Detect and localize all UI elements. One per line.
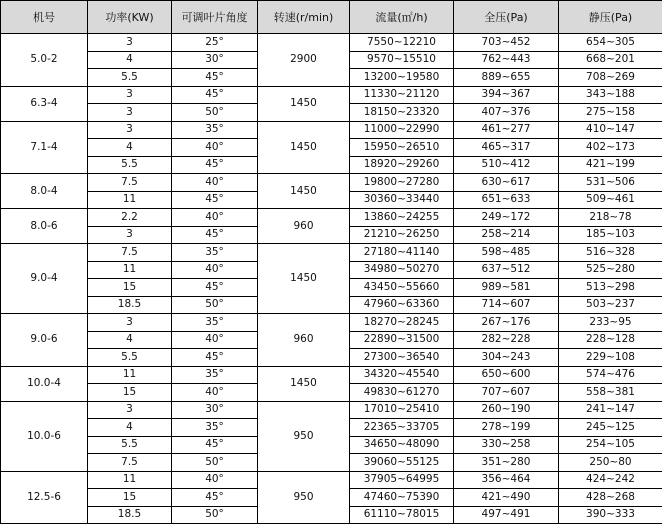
angle-cell: 25°: [172, 34, 258, 52]
power-cell: 7.5: [88, 244, 172, 262]
power-cell: 3: [88, 86, 172, 104]
power-cell: 4: [88, 419, 172, 437]
angle-cell: 35°: [172, 314, 258, 332]
static-pressure-cell: 390~333: [559, 506, 662, 524]
power-cell: 11: [88, 366, 172, 384]
total-pressure-cell: 249~172: [454, 209, 559, 227]
static-pressure-cell: 708~269: [559, 69, 662, 87]
total-pressure-cell: 258~214: [454, 226, 559, 244]
flow-cell: 21210~26250: [350, 226, 454, 244]
flow-cell: 11000~22990: [350, 121, 454, 139]
header-power: 功率(KW): [88, 1, 172, 34]
static-pressure-cell: 503~237: [559, 296, 662, 314]
total-pressure-cell: 637~512: [454, 261, 559, 279]
flow-cell: 7550~12210: [350, 34, 454, 52]
angle-cell: 45°: [172, 279, 258, 297]
static-pressure-cell: 424~242: [559, 471, 662, 489]
flow-cell: 37905~64995: [350, 471, 454, 489]
table-row: [1, 209, 662, 227]
speed-cell: 1450: [258, 86, 350, 121]
model-cell: 6.3-4: [1, 86, 88, 121]
flow-cell: 11330~21120: [350, 86, 454, 104]
speed-cell: 2900: [258, 34, 350, 87]
static-pressure-cell: 241~147: [559, 401, 662, 419]
angle-cell: 40°: [172, 384, 258, 402]
angle-cell: 50°: [172, 104, 258, 122]
model-cell: 7.1-4: [1, 121, 88, 174]
total-pressure-cell: 465~317: [454, 139, 559, 157]
flow-cell: 47460~75390: [350, 489, 454, 507]
total-pressure-cell: 510~412: [454, 156, 559, 174]
flow-cell: 13200~19580: [350, 69, 454, 87]
static-pressure-cell: 245~125: [559, 419, 662, 437]
header-total-pressure: 全压(Pa): [454, 1, 559, 34]
angle-cell: 45°: [172, 436, 258, 454]
flow-cell: 22890~31500: [350, 331, 454, 349]
model-cell: 8.0-4: [1, 174, 88, 209]
angle-cell: 45°: [172, 489, 258, 507]
total-pressure-cell: 421~490: [454, 489, 559, 507]
speed-cell: 960: [258, 314, 350, 367]
flow-cell: 15950~26510: [350, 139, 454, 157]
speed-cell: 960: [258, 209, 350, 244]
static-pressure-cell: 218~78: [559, 209, 662, 227]
flow-cell: 18270~28245: [350, 314, 454, 332]
static-pressure-cell: 428~268: [559, 489, 662, 507]
angle-cell: 40°: [172, 174, 258, 192]
speed-cell: 1450: [258, 366, 350, 401]
total-pressure-cell: 304~243: [454, 349, 559, 367]
angle-cell: 30°: [172, 401, 258, 419]
static-pressure-cell: 254~105: [559, 436, 662, 454]
power-cell: 5.5: [88, 156, 172, 174]
power-cell: 4: [88, 331, 172, 349]
table-row: [1, 401, 662, 419]
table-row: [1, 314, 662, 332]
flow-cell: 9570~15510: [350, 51, 454, 69]
table-body: [1, 34, 662, 524]
speed-cell: 950: [258, 401, 350, 471]
total-pressure-cell: 714~607: [454, 296, 559, 314]
power-cell: 18.5: [88, 506, 172, 524]
flow-cell: 34320~45540: [350, 366, 454, 384]
total-pressure-cell: 703~452: [454, 34, 559, 52]
angle-cell: 50°: [172, 296, 258, 314]
total-pressure-cell: 351~280: [454, 454, 559, 472]
static-pressure-cell: 228~128: [559, 331, 662, 349]
static-pressure-cell: 513~298: [559, 279, 662, 297]
header-blade-angle: 可调叶片角度: [172, 1, 258, 34]
power-cell: 3: [88, 226, 172, 244]
static-pressure-cell: 668~201: [559, 51, 662, 69]
total-pressure-cell: 356~464: [454, 471, 559, 489]
power-cell: 7.5: [88, 454, 172, 472]
static-pressure-cell: 402~173: [559, 139, 662, 157]
flow-cell: 47960~63360: [350, 296, 454, 314]
model-cell: 10.0-4: [1, 366, 88, 401]
total-pressure-cell: 407~376: [454, 104, 559, 122]
static-pressure-cell: 516~328: [559, 244, 662, 262]
speed-cell: 1450: [258, 244, 350, 314]
total-pressure-cell: 497~491: [454, 506, 559, 524]
speed-cell: 1450: [258, 121, 350, 174]
total-pressure-cell: 650~600: [454, 366, 559, 384]
flow-cell: 18920~29260: [350, 156, 454, 174]
header-static-pressure: 静压(Pa): [559, 1, 662, 34]
flow-cell: 19800~27280: [350, 174, 454, 192]
total-pressure-cell: 630~617: [454, 174, 559, 192]
flow-cell: 43450~55660: [350, 279, 454, 297]
static-pressure-cell: 185~103: [559, 226, 662, 244]
flow-cell: 34650~48090: [350, 436, 454, 454]
static-pressure-cell: 574~476: [559, 366, 662, 384]
total-pressure-cell: 762~443: [454, 51, 559, 69]
angle-cell: 45°: [172, 349, 258, 367]
angle-cell: 35°: [172, 121, 258, 139]
angle-cell: 40°: [172, 261, 258, 279]
angle-cell: 45°: [172, 156, 258, 174]
total-pressure-cell: 267~176: [454, 314, 559, 332]
table-row: [1, 366, 662, 384]
power-cell: 15: [88, 384, 172, 402]
table-row: [1, 174, 662, 192]
angle-cell: 45°: [172, 69, 258, 87]
static-pressure-cell: 421~199: [559, 156, 662, 174]
static-pressure-cell: 250~80: [559, 454, 662, 472]
power-cell: 3: [88, 314, 172, 332]
power-cell: 18.5: [88, 296, 172, 314]
power-cell: 11: [88, 191, 172, 209]
flow-cell: 39060~55125: [350, 454, 454, 472]
static-pressure-cell: 410~147: [559, 121, 662, 139]
model-cell: 9.0-6: [1, 314, 88, 367]
angle-cell: 45°: [172, 86, 258, 104]
flow-cell: 49830~61270: [350, 384, 454, 402]
static-pressure-cell: 229~108: [559, 349, 662, 367]
model-cell: 5.0-2: [1, 34, 88, 87]
speed-cell: 950: [258, 471, 350, 524]
static-pressure-cell: 343~188: [559, 86, 662, 104]
power-cell: 4: [88, 51, 172, 69]
table-row: [1, 244, 662, 262]
static-pressure-cell: 509~461: [559, 191, 662, 209]
flow-cell: 22365~33705: [350, 419, 454, 437]
angle-cell: 30°: [172, 51, 258, 69]
power-cell: 15: [88, 489, 172, 507]
power-cell: 2.2: [88, 209, 172, 227]
total-pressure-cell: 598~485: [454, 244, 559, 262]
static-pressure-cell: 558~381: [559, 384, 662, 402]
angle-cell: 35°: [172, 366, 258, 384]
flow-cell: 61110~78015: [350, 506, 454, 524]
header-model: 机号: [1, 1, 88, 34]
total-pressure-cell: 989~581: [454, 279, 559, 297]
flow-cell: 27300~36540: [350, 349, 454, 367]
total-pressure-cell: 330~258: [454, 436, 559, 454]
angle-cell: 50°: [172, 506, 258, 524]
model-cell: 9.0-4: [1, 244, 88, 314]
power-cell: 3: [88, 34, 172, 52]
table-row: [1, 121, 662, 139]
model-cell: 8.0-6: [1, 209, 88, 244]
power-cell: 5.5: [88, 69, 172, 87]
total-pressure-cell: 889~655: [454, 69, 559, 87]
table-row: [1, 86, 662, 104]
angle-cell: 45°: [172, 191, 258, 209]
angle-cell: 35°: [172, 244, 258, 262]
model-cell: 10.0-6: [1, 401, 88, 471]
table-row: [1, 471, 662, 489]
power-cell: 3: [88, 121, 172, 139]
static-pressure-cell: 233~95: [559, 314, 662, 332]
table-row: [1, 34, 662, 52]
power-cell: 3: [88, 401, 172, 419]
total-pressure-cell: 278~199: [454, 419, 559, 437]
power-cell: 5.5: [88, 436, 172, 454]
header-speed: 转速(r/min): [258, 1, 350, 34]
power-cell: 15: [88, 279, 172, 297]
total-pressure-cell: 282~228: [454, 331, 559, 349]
angle-cell: 40°: [172, 139, 258, 157]
angle-cell: 35°: [172, 419, 258, 437]
flow-cell: 30360~33440: [350, 191, 454, 209]
flow-cell: 27180~41140: [350, 244, 454, 262]
angle-cell: 50°: [172, 454, 258, 472]
power-cell: 7.5: [88, 174, 172, 192]
header-flow: 流量(㎡/h): [350, 1, 454, 34]
static-pressure-cell: 654~305: [559, 34, 662, 52]
total-pressure-cell: 394~367: [454, 86, 559, 104]
power-cell: 11: [88, 261, 172, 279]
power-cell: 5.5: [88, 349, 172, 367]
static-pressure-cell: 525~280: [559, 261, 662, 279]
flow-cell: 18150~23320: [350, 104, 454, 122]
static-pressure-cell: 275~158: [559, 104, 662, 122]
angle-cell: 45°: [172, 226, 258, 244]
total-pressure-cell: 651~633: [454, 191, 559, 209]
angle-cell: 40°: [172, 209, 258, 227]
power-cell: 4: [88, 139, 172, 157]
power-cell: 11: [88, 471, 172, 489]
model-cell: 12.5-6: [1, 471, 88, 524]
angle-cell: 40°: [172, 331, 258, 349]
flow-cell: 34980~50270: [350, 261, 454, 279]
power-cell: 3: [88, 104, 172, 122]
total-pressure-cell: 461~277: [454, 121, 559, 139]
speed-cell: 1450: [258, 174, 350, 209]
angle-cell: 40°: [172, 471, 258, 489]
static-pressure-cell: 531~506: [559, 174, 662, 192]
header-row: [1, 1, 662, 34]
total-pressure-cell: 260~190: [454, 401, 559, 419]
flow-cell: 17010~25410: [350, 401, 454, 419]
total-pressure-cell: 707~607: [454, 384, 559, 402]
flow-cell: 13860~24255: [350, 209, 454, 227]
